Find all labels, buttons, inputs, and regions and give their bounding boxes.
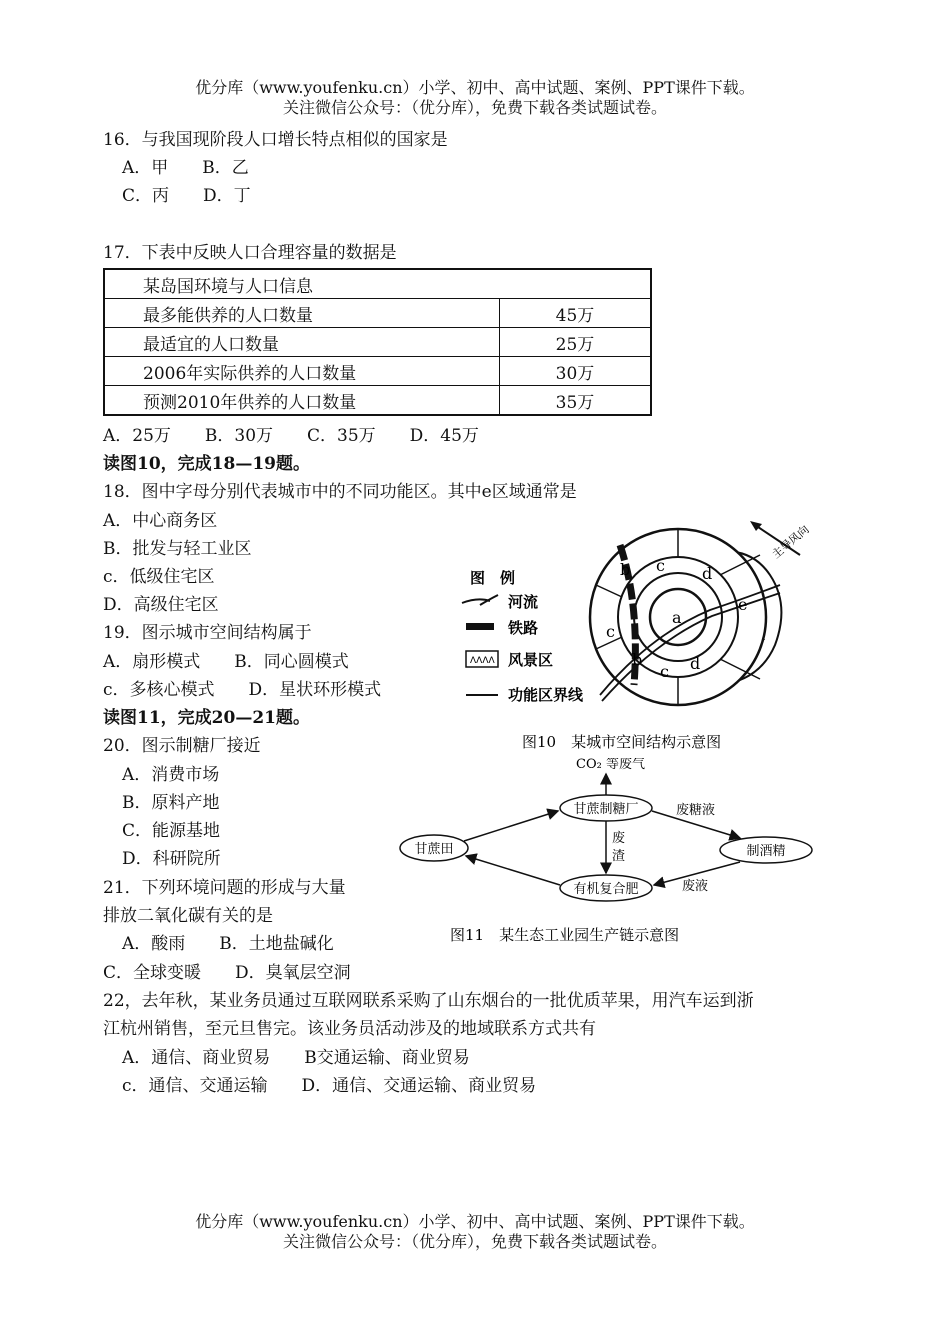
- zone-c-left: c: [606, 622, 615, 641]
- waste-liquid-label: 废液: [682, 879, 709, 894]
- figure-11-production-chain: [390, 758, 830, 953]
- svg-text:ⴷⴷⴷⴷ: ⴷⴷⴷⴷ: [470, 656, 495, 666]
- table-row: 最适宜的人口数量 25万: [104, 328, 651, 357]
- table-row: 2006年实际供养的人口数量 30万: [104, 357, 651, 386]
- q22-options-row1: A．通信、商业贸易 B交通运输、商业贸易: [122, 1048, 470, 1068]
- q21-stem-line1: 21．下列环境问题的形成与大量: [103, 878, 346, 898]
- legend-rail-icon: [466, 623, 494, 630]
- residue-label-2: 渣: [612, 849, 626, 864]
- q18-option-a: A．中心商务区: [103, 511, 218, 531]
- q18-option-d: D．高级住宅区: [103, 595, 219, 615]
- section-fig11: 读图11，完成20—21题。: [103, 708, 310, 728]
- legend-title: 图 例: [470, 569, 516, 587]
- q22-options-row2: c．通信、交通运输 D．通信、交通运输、商业贸易: [122, 1076, 537, 1096]
- footer-line2: 关注微信公众号：（优分库），免费下载各类试题试卷。: [282, 1232, 667, 1251]
- co2-label: CO₂ 等废气: [576, 758, 645, 772]
- q20-stem: 20．图示制糖厂接近: [103, 736, 261, 756]
- q18-stem: 18．图中字母分别代表城市中的不同功能区。其中e区域通常是: [103, 482, 577, 502]
- table-row: 预测2010年供养的人口数量 35万: [104, 386, 651, 416]
- wind-label: 主导风向: [769, 522, 812, 562]
- population-table: [103, 268, 652, 416]
- q17-options: A．25万 B．30万 C．35万 D．45万: [103, 426, 479, 446]
- header-line2: 关注微信公众号：（优分库），免费下载各类试题试卷。: [282, 98, 667, 117]
- header-line1: 优分库（www.youfenku.cn）小学、初中、高中试题、案例、PPT课件下载。: [195, 78, 755, 97]
- q16-options-row2: C．丙 D．丁: [122, 186, 251, 206]
- svg-text:甘蔗田: 甘蔗田: [414, 842, 454, 857]
- legend-river-label: 河流: [508, 593, 539, 611]
- table-title: 某岛国环境与人口信息: [104, 269, 651, 299]
- q20-option-c: C．能源基地: [122, 821, 221, 841]
- q16-options-row1: A．甲 B．乙: [122, 158, 249, 178]
- q21-options-row2: C．全球变暖 D．臭氧层空洞: [103, 963, 351, 983]
- figure-10-city-structure: [450, 515, 850, 760]
- zone-c-bottom: c: [660, 662, 669, 681]
- q16-stem: 16．与我国现阶段人口增长特点相似的国家是: [103, 130, 448, 150]
- q17-stem: 17．下表中反映人口合理容量的数据是: [103, 243, 397, 263]
- table-row: 最多能供养的人口数量 45万: [104, 299, 651, 328]
- zone-d-bottom: d: [690, 654, 701, 673]
- zone-b-bottom: b: [632, 650, 643, 669]
- q22-stem-line2: 江杭州销售，至元旦售完。该业务员活动涉及的地域联系方式共有: [103, 1019, 596, 1039]
- svg-text:制酒精: 制酒精: [746, 844, 786, 859]
- zone-e: e: [738, 595, 748, 614]
- q19-stem: 19．图示城市空间结构属于: [103, 623, 312, 643]
- q21-stem-line2: 排放二氧化碳有关的是: [103, 906, 273, 926]
- residue-label-1: 废: [612, 831, 626, 846]
- figure-10-caption: 图10 某城市空间结构示意图: [522, 733, 722, 751]
- zone-c-top: c: [656, 556, 665, 575]
- zone-a: a: [672, 608, 682, 627]
- q22-stem-line1: 22，去年秋，某业务员通过互联网联系采购了山东烟台的一批优质苹果，用汽车运到浙: [103, 991, 754, 1011]
- svg-text:有机复合肥: 有机复合肥: [573, 882, 639, 897]
- section-fig10: 读图10，完成18—19题。: [103, 454, 310, 474]
- legend-boundary-label: 功能区界线: [508, 686, 584, 704]
- zone-b-top: b: [620, 560, 631, 579]
- q18-option-c: c．低级住宅区: [103, 567, 215, 587]
- q19-options-row1: A．扇形模式 B．同心圆模式: [103, 652, 349, 672]
- q20-option-b: B．原料产地: [122, 793, 220, 813]
- figure-11-caption: 图11 某生态工业园生产链示意图: [450, 926, 680, 944]
- molasses-label: 废糖液: [676, 803, 716, 818]
- q18-option-b: B．批发与轻工业区: [103, 539, 252, 559]
- legend-rail-label: 铁路: [508, 619, 539, 637]
- legend-river-icon: [462, 595, 498, 605]
- q20-option-d: D．科研院所: [122, 849, 221, 869]
- q19-options-row2: c．多核心模式 D．星状环形模式: [103, 680, 382, 700]
- q21-options-row1: A．酸雨 B．土地盐碱化: [122, 934, 334, 954]
- q20-option-a: A．消费市场: [122, 765, 220, 785]
- zone-d-top: d: [702, 564, 713, 583]
- svg-text:甘蔗制糖厂: 甘蔗制糖厂: [573, 802, 639, 817]
- footer-line1: 优分库（www.youfenku.cn）小学、初中、高中试题、案例、PPT课件下载。: [195, 1212, 755, 1231]
- legend-scenic-label: 风景区: [508, 651, 554, 669]
